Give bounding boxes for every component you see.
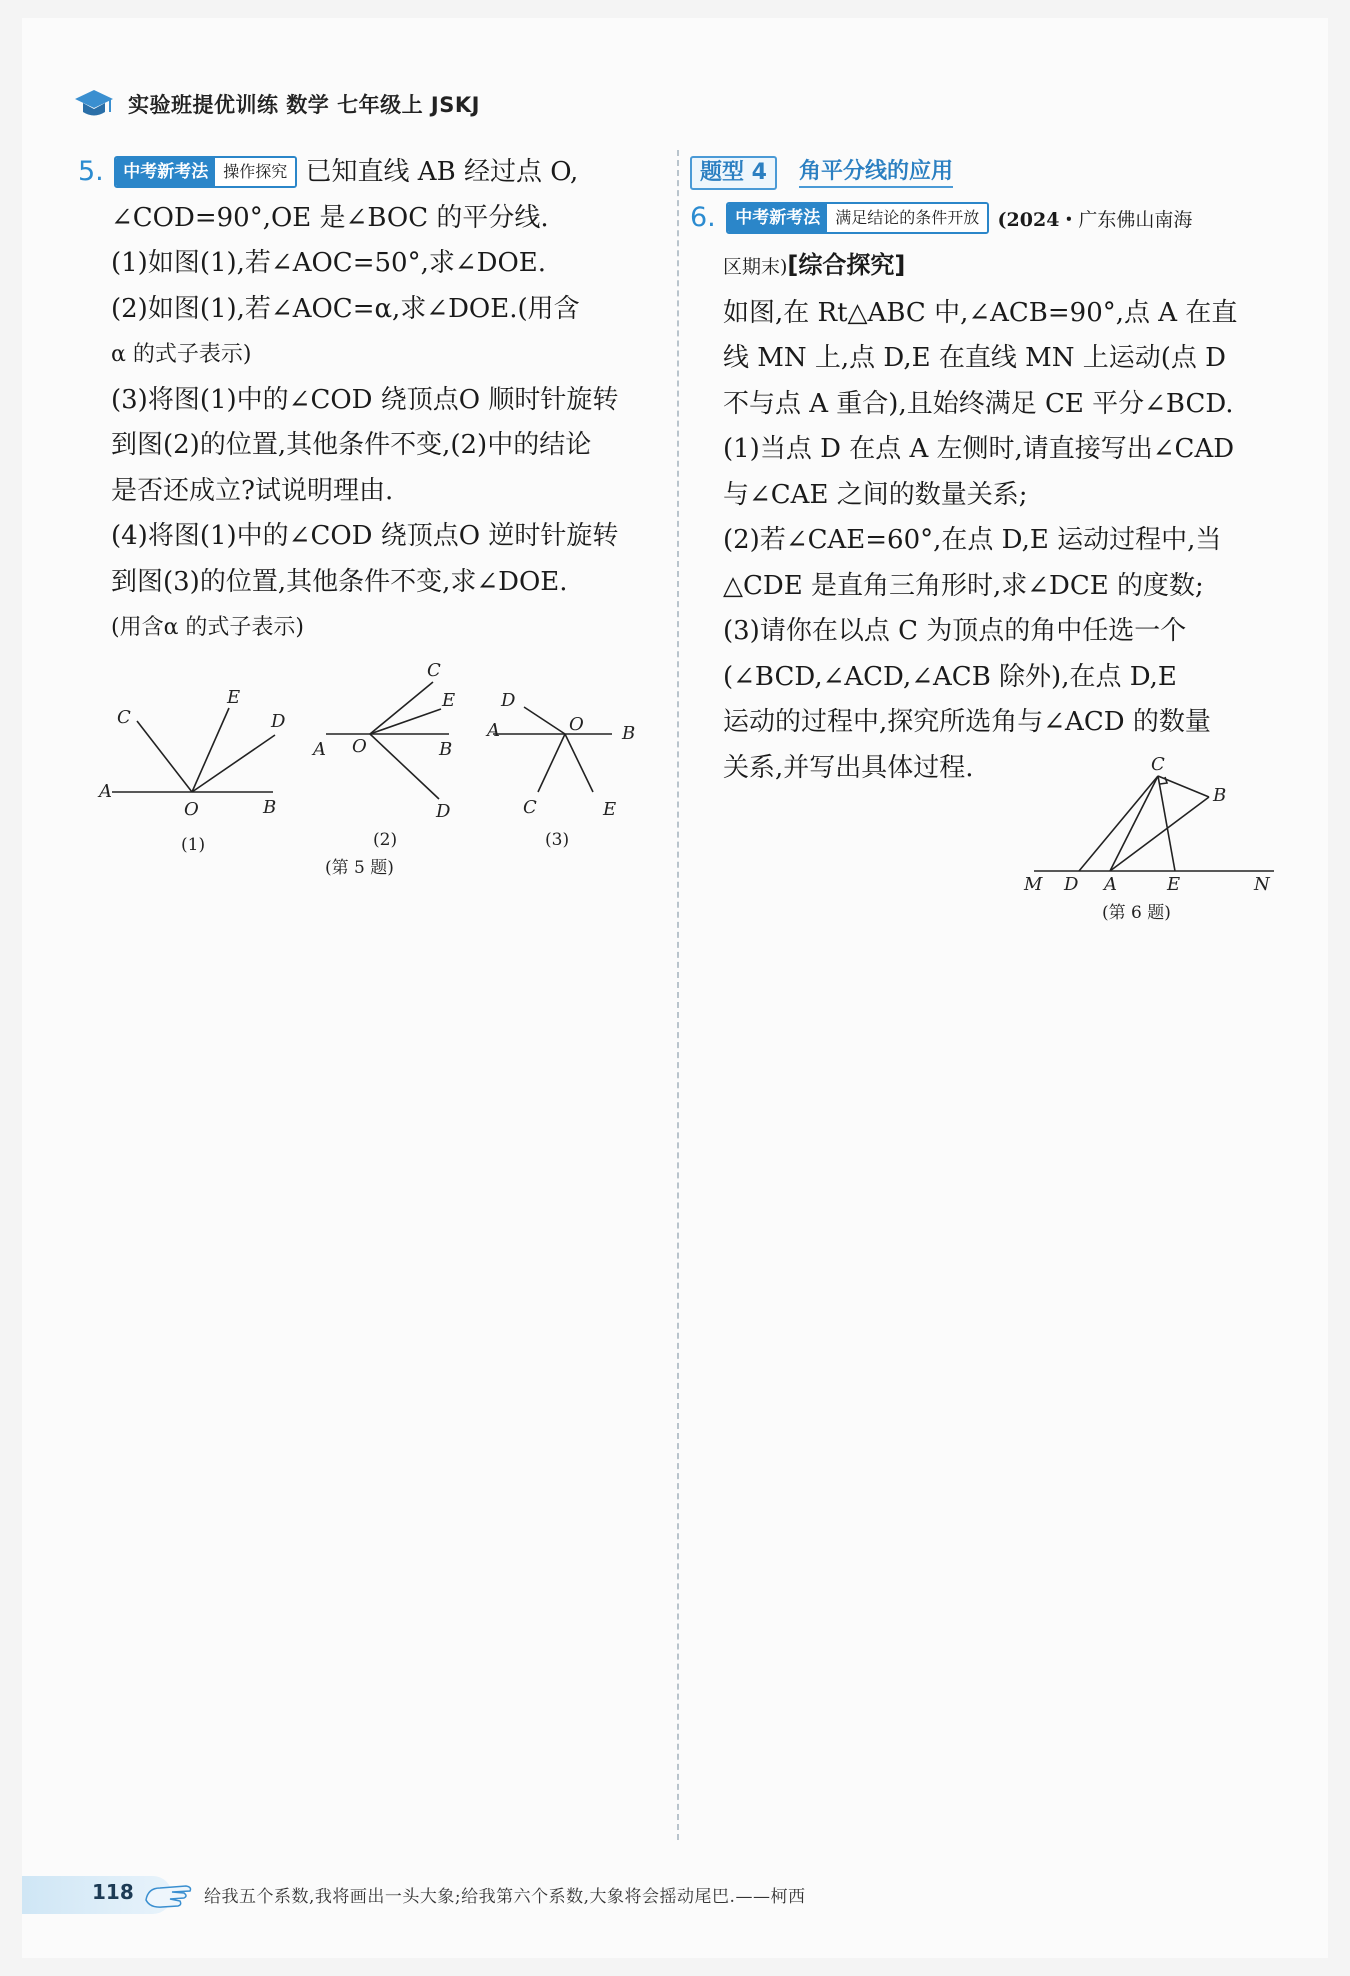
page-header [74,88,480,120]
q5-first-line [78,149,668,196]
q6-text-line: (3)请你在以点 C 为顶点的角中任选一个 [723,616,1187,646]
q6-first-line [690,195,1280,244]
q6-source-cont: 区期末) [723,256,788,278]
q5-text-line: 到图(3)的位置,其他条件不变,求∠DOE. [111,566,568,597]
q6-text-line: 与∠CAE 之间的数量关系; [723,479,1028,510]
q6-tag [726,202,989,234]
question-5 [78,149,668,651]
fig1-label-A: A [99,781,112,802]
fig2-label-C: C [427,660,441,681]
page-footer [22,1868,1328,1928]
fig6-label-E: E [1167,874,1181,895]
fig1-label-E: E [227,687,241,708]
q6-figure-caption: (第 6 题) [1102,903,1171,923]
q5-text-line: ∠COD=90°,OE 是∠BOC 的平分线. [111,202,549,233]
q6-text-line: 关系,并写出具体过程. [723,752,974,783]
fig6-label-M: M [1024,874,1043,895]
q6-source-year: (2024・ [997,208,1079,231]
q6-source-line [690,243,1280,291]
fig3-label-E: E [603,799,617,820]
section-heading [690,156,953,190]
question-6 [690,149,1280,791]
fig6-label-N: N [1254,874,1270,895]
fig3-label-B: B [622,723,636,744]
fig2-label-B: B [439,739,453,760]
q6-text-line: (2)若∠CAE=60°,在点 D,E 运动过程中,当 [723,525,1222,555]
fig2-label-O: O [352,736,367,757]
q5-figure-caption: (第 5 题) [325,858,394,878]
q5-number: 5. [78,156,104,187]
fig6-label-B: B [1213,785,1227,806]
q5-text-line: (1)如图(1),若∠AOC=50°,求∠DOE. [111,248,547,278]
fig3-label-D: D [501,690,516,711]
q6-figure [1020,750,1280,935]
fig2-label-A: A [313,739,326,760]
section-name: 角平分线的应用 [799,158,953,188]
pointing-hand-icon [140,1874,196,1914]
fig3-label-O: O [569,714,584,735]
q6-tag-primary: 中考新考法 [728,204,827,232]
q5-figure [95,655,655,885]
fig2-caption: (2) [373,830,398,850]
q5-text-line: (3)将图(1)中的∠COD 绕顶点O 顺时针旋转 [111,384,619,415]
fig1-label-B: B [263,797,277,818]
column-divider [677,150,679,1840]
q6-text-line: △CDE 是直角三角形时,求∠DCE 的度数; [723,570,1204,601]
footer-quote: 给我五个系数,我将画出一头大象;给我第六个系数,大象将会摇动尾巴.——柯西 [204,1887,806,1907]
q6-text-line: (1)当点 D 在点 A 左侧时,请直接写出∠CAD [723,434,1235,464]
q5-tag-primary: 中考新考法 [116,158,215,186]
q6-source-place: 广东佛山南海 [1078,208,1193,231]
fig1-label-D: D [271,711,286,732]
q6-tag-secondary: 满足结论的条件开放 [827,204,987,232]
q6-kind: [综合探究] [787,251,906,279]
fig6-label-C: C [1151,754,1165,775]
fig2-label-D: D [436,801,451,822]
q5-text-line: 是否还成立?试说明理由. [111,475,394,506]
graduation-cap-icon [74,88,114,120]
q5-tag [114,156,297,188]
q5-text-line: 到图(2)的位置,其他条件不变,(2)中的结论 [111,430,592,460]
fig6-label-A: A [1104,874,1117,895]
book-title: 实验班提优训练 数学 七年级上 JSKJ [128,93,480,117]
q5-text-line: (2)如图(1),若∠AOC=α,求∠DOE.(用含 [111,293,580,324]
q6-number: 6. [690,201,716,233]
fig1-label-O: O [184,799,199,820]
q5-text-line: 已知直线 AB 经过点 O, [305,157,579,187]
fig3-caption: (3) [545,830,570,850]
page-number: 118 [92,1880,134,1904]
fig1-caption: (1) [181,835,206,855]
q6-text-line: 如图,在 Rt△ABC 中,∠ACB=90°,点 A 在直 [723,297,1238,328]
fig3-label-C: C [523,797,537,818]
q6-text-line: 线 MN 上,点 D,E 在直线 MN 上运动(点 D [723,343,1227,373]
section-label: 题型 4 [690,156,777,190]
q5-text-line: (4)将图(1)中的∠COD 绕顶点O 逆时针旋转 [111,521,619,551]
fig3-label-A: A [487,720,500,741]
q6-text-line: 运动的过程中,探究所选角与∠ACD 的数量 [723,707,1211,737]
q5-text-line: α 的式子表示) [111,342,252,367]
fig6-label-D: D [1064,874,1079,895]
q6-text-line: (∠BCD,∠ACD,∠ACB 除外),在点 D,E [723,661,1177,692]
q5-tag-secondary: 操作探究 [215,158,295,186]
q6-text-line: 不与点 A 重合),且始终满足 CE 平分∠BCD. [723,388,1234,419]
q5-text-line: (用含α 的式子表示) [111,615,305,640]
fig2-label-E: E [442,690,456,711]
fig1-label-C: C [117,707,131,728]
